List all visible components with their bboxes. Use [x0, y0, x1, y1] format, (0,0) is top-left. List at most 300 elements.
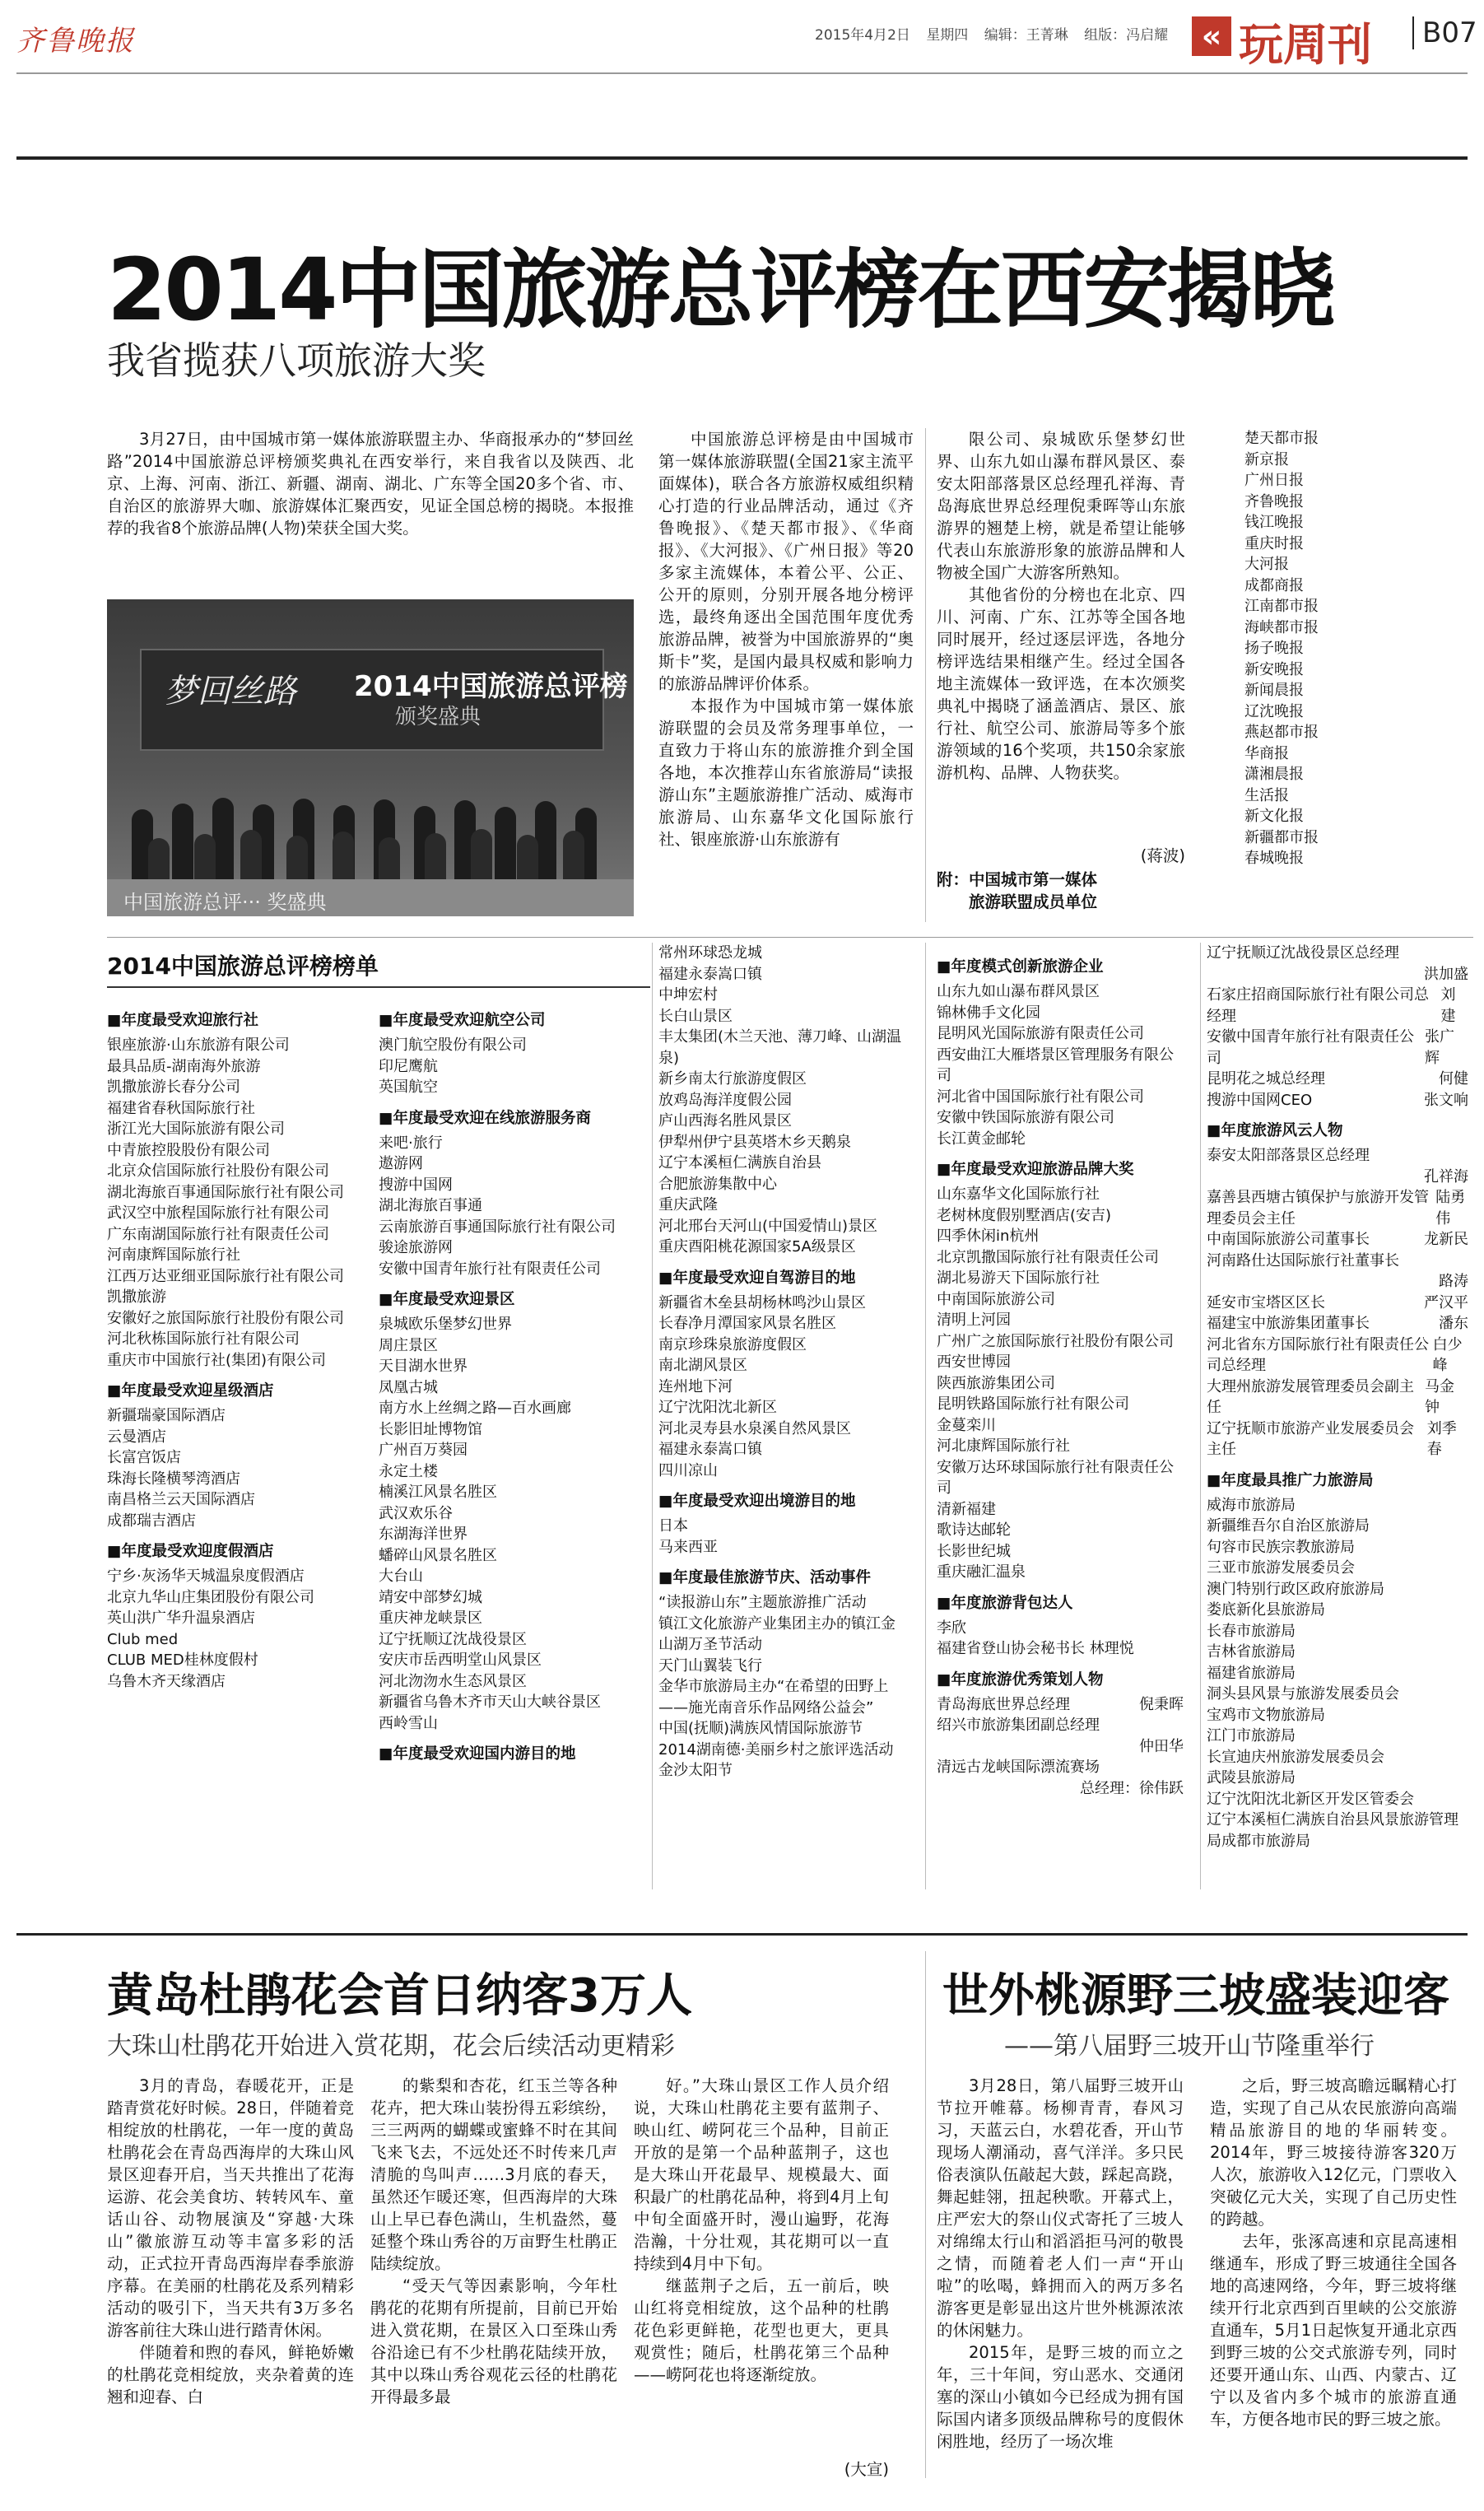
winner-item: CLUB MED桂林度假村 — [107, 1651, 258, 1669]
person-title: 安徽中国青年旅行社有限责任公司 — [1207, 1028, 1414, 1067]
winner-item: 武汉欢乐谷 — [379, 1504, 453, 1522]
category-title: ■年度最具推广力旅游局 — [1207, 1471, 1374, 1489]
winner-item: 日本 — [658, 1517, 688, 1535]
article1-column-3 — [937, 428, 1185, 784]
winner-item: 新疆维吾尔自治区旅游局 — [1207, 1517, 1370, 1535]
person-title: 石家庄招商国际旅行社有限公司总经理 — [1207, 986, 1429, 1025]
winner-person — [937, 1778, 1184, 1800]
member-newspaper: 江南都市报 — [1244, 598, 1319, 615]
ranking-column-1 — [107, 1009, 354, 1700]
award-category — [107, 1540, 354, 1692]
appendix-lines — [969, 869, 1097, 913]
person-title: 泰安太阳部落景区总经理 — [1207, 1147, 1370, 1164]
signature-text: (蒋波) — [1140, 846, 1185, 865]
issue-weekday: 星期四 — [926, 27, 969, 44]
winner-item: 永定土楼 — [379, 1462, 438, 1480]
winner-item: 遨游网 — [379, 1155, 423, 1172]
winner-item: 长影世纪城 — [937, 1542, 1011, 1560]
category-title: ■年度最受欢迎自驾游目的地 — [658, 1269, 856, 1287]
award-category — [1207, 1469, 1468, 1852]
winner-item: 浙江光大国际旅游有限公司 — [107, 1120, 285, 1138]
member-newspaper: 成都商报 — [1244, 576, 1304, 594]
article2-column-3 — [634, 2075, 889, 2386]
member-newspaper: 华商报 — [1244, 744, 1289, 762]
appendix — [937, 869, 1185, 913]
category-title: ■年度最受欢迎旅行社 — [107, 1012, 258, 1029]
winner-item: 庐山西海名胜风景区 — [658, 1112, 792, 1130]
winner-item: 成都瑞吉酒店 — [107, 1512, 196, 1530]
category-title: ■年度最受欢迎出境游目的地 — [658, 1493, 856, 1510]
issue-date: 2015年4月2日 — [815, 27, 910, 44]
winner-item: 西安曲江大雁塔景区管理服务有限公司 — [937, 1046, 1174, 1084]
body-paragraph: 3月28日，第八届野三坡开山节拉开帷幕。杨柳青青，春风习习，天蓝云白，水碧花香，开山节现场人潮涌动，喜气洋洋。多只民俗表演队伍敲起大鼓，踩起高跷，舞起蛙翎，扭起秧歌。开幕式上，庄严宏大的祭山仪式寄托了三坡人对绵绵太行山和滔滔拒马河的敬畏之情，而随着老人们一声“开山啦”的吆喝，蜂拥而入的两万多名游客更是彰显出这片世外桃源浓浓的休闲魅力。 — [937, 2076, 1184, 2340]
article1-subheadline: 我省揽获八项旅游大奖 — [107, 338, 486, 383]
person-title: 河北省东方国际旅行社有限责任公司总经理 — [1207, 1335, 1429, 1374]
article1-lead — [107, 428, 634, 539]
ranking-column-3 — [658, 943, 905, 1790]
winner-item: 中国(抚顺)满族风情国际旅游节 — [658, 1720, 863, 1737]
winner-item: 新乡南太行旅游度假区 — [658, 1070, 807, 1088]
article2-column-1 — [107, 2075, 354, 2408]
person-title: 延安市宝塔区区长 — [1207, 1293, 1325, 1311]
winner-item: 娄底新化县旅游局 — [1207, 1601, 1325, 1619]
winner-person — [1207, 1187, 1468, 1229]
winner-item: 凯撒旅游 — [107, 1288, 166, 1306]
appendix-line: 旅游联盟成员单位 — [969, 892, 1098, 911]
union-members-list — [1244, 428, 1393, 869]
winner-person — [1207, 1167, 1468, 1188]
winner-person — [1207, 964, 1468, 985]
winner-item: 江西万达亚细亚国际旅行社有限公司 — [107, 1267, 344, 1285]
winner-item: 长江黄金邮轮 — [937, 1130, 1026, 1148]
winner-item: 中坤宏村 — [658, 986, 718, 1004]
person-name: 何健 — [1439, 1070, 1468, 1088]
winner-item: 印尼鹰航 — [379, 1057, 438, 1075]
article1-column-2 — [658, 428, 914, 850]
body-paragraph: 的紫梨和杏花，红玉兰等各种花卉，把大珠山装扮得五彩缤纷，三三两两的蝴蝶或蜜蜂不时在其间飞来飞去，不远处还不时传来几声清脆的鸟叫声……3月底的春天，虽然还乍暖还寒，但西海岸的大珠山上早已春色满山，生机盎然，蔓延整个珠山秀谷的万亩野生杜鹃正陆续绽放。 — [370, 2076, 617, 2273]
winner-item: 福建永泰嵩口镇 — [658, 1441, 762, 1458]
winner-item: 中南国际旅游公司 — [937, 1290, 1055, 1308]
winner-item: 宁乡·灰汤华天城温泉度假酒店 — [107, 1568, 305, 1585]
category-title: ■年度最佳旅游节庆、活动事件 — [658, 1569, 871, 1586]
winner-item: 河南康辉国际旅行社 — [107, 1246, 240, 1264]
winner-item: 金华市旅游局主办“在希望的田野上——施光南音乐作品网络公益会” — [658, 1678, 889, 1717]
winner-item: 镇江文化旅游产业集团主办的镇江金山湖万圣节活动 — [658, 1614, 896, 1653]
winner-item: 长影旧址博物馆 — [379, 1420, 482, 1438]
member-newspaper: 楚天都市报 — [1244, 430, 1319, 447]
award-category — [379, 1106, 626, 1280]
winner-person — [1207, 1335, 1468, 1377]
winner-item: 南方水上丝绸之路—百水画廊 — [379, 1400, 571, 1417]
winner-item: 云南旅游百事通国际旅行社有限公司 — [379, 1218, 616, 1236]
winner-item: 天门山翼装飞行 — [658, 1656, 762, 1675]
article1-headline: 2014中国旅游总评榜在西安揭晓 — [107, 240, 1333, 340]
award-category — [937, 1158, 1184, 1583]
column-divider — [652, 943, 653, 1889]
winner-item: 连州地下河 — [658, 1377, 733, 1395]
winner-item: 三亚市旅游发展委员会 — [1207, 1559, 1355, 1577]
winner-item: 广州广之旅国际旅行社股份有限公司 — [937, 1332, 1174, 1350]
body-paragraph: 之后，野三坡高瞻远瞩精心打造，实现了自己从农民旅游向高端精品旅游目的地的华丽转变。2014年，野三坡接待游客320万人次，旅游收入12亿元，门票收入突破亿元大关，实现了自己历史性的跨越。 — [1210, 2076, 1457, 2229]
winner-item: 安庆市岳西明堂山风景区 — [379, 1651, 542, 1669]
winner-item: 银座旅游·山东旅游有限公司 — [107, 1037, 290, 1054]
winner-item: 清明上河园 — [937, 1311, 1011, 1329]
body-paragraph: 3月的青岛，春暖花开，正是踏青赏花好时候。28日，伴随着竞相绽放的杜鹃花，一年一度的黄岛杜鹃花会在青岛西海岸的大珠山风景区迎春开启，当天共推出了花海运游、花会美食坊、转转风车、童话山谷、动物展演及“穿越·大珠山”徽旅游互动等丰富多彩的活动，正式拉开青岛西海岸春季旅游序幕。在美丽的杜鹃花及系列精彩活动的吸引下，当天共有3万多名游客前往大珠山进行踏青休闲。 — [107, 2076, 354, 2340]
person-name: 马金钟 — [1425, 1377, 1454, 1416]
winner-person — [937, 1736, 1184, 1758]
winner-item: 大台山 — [379, 1568, 423, 1585]
winner-person — [1207, 1069, 1468, 1090]
winner-item: 句容市民族宗教旅游局 — [1207, 1538, 1355, 1556]
winner-item: 东湖海洋世界 — [379, 1526, 468, 1543]
winner-item: 长春净月潭国家风景名胜区 — [658, 1315, 836, 1332]
winner-person — [937, 1715, 1184, 1736]
person-name: 路涛 — [1439, 1273, 1468, 1290]
award-category — [107, 1379, 354, 1531]
category-title: ■年度最受欢迎国内游目的地 — [379, 1745, 576, 1763]
member-newspaper: 潇湘晨报 — [1244, 766, 1304, 783]
winner-person — [937, 1638, 1184, 1660]
winner-item: 广州百万葵园 — [379, 1442, 468, 1459]
category-title: ■年度最受欢迎旅游品牌大奖 — [937, 1161, 1134, 1178]
member-newspaper: 重庆时报 — [1244, 534, 1304, 552]
body-paragraph: “受天气等因素影响，今年杜鹃花的花期有所提前，目前已开始进入赏花期，在景区入口至珠山秀谷沿途已有不少杜鹃花陆续开放，其中以珠山秀谷观花云径的杜鹃花开得最多最 — [370, 2276, 617, 2406]
category-title: ■年度最受欢迎景区 — [379, 1291, 515, 1308]
winner-item: 靖安中部梦幻城 — [379, 1588, 482, 1606]
winner-item: 英山洪广华升温泉酒店 — [107, 1610, 255, 1627]
winner-item: 英国航空 — [379, 1078, 438, 1096]
winner-item: 河北秋栋国际旅行社有限公司 — [107, 1330, 300, 1348]
winner-person — [937, 1757, 1184, 1778]
winner-item: 中青旅控股股份有限公司 — [107, 1141, 270, 1159]
winner-person — [1207, 1293, 1468, 1314]
ranking-top-rule — [107, 937, 1473, 938]
winner-item: 威海市旅游局 — [1207, 1496, 1296, 1514]
appendix-line: 中国城市第一媒体 — [969, 870, 1098, 889]
winner-item: 昆明风光国际旅游有限责任公司 — [937, 1025, 1144, 1042]
award-ceremony-photo — [107, 599, 634, 916]
person-name: 龙新民 — [1424, 1231, 1468, 1248]
award-category — [937, 955, 1184, 1149]
article3-column-2 — [1210, 2075, 1457, 2430]
winner-item: 搜游中国网 — [379, 1176, 453, 1194]
winner-item: 天目湖水世界 — [379, 1358, 468, 1375]
person-title: 福建宝中旅游集团董事长 — [1207, 1315, 1370, 1332]
winner-item: 最具品质-湖南海外旅游 — [107, 1057, 261, 1075]
winner-person — [1207, 985, 1468, 1027]
winner-person — [1207, 943, 1468, 964]
page-number: B07 — [1412, 16, 1477, 49]
winner-item: 宝鸡市文物旅游局 — [1207, 1706, 1325, 1724]
award-category — [937, 1668, 1184, 1800]
banner-sub-text: 颁奖盛典 — [395, 705, 481, 729]
winner-item: 云曼酒店 — [107, 1428, 166, 1446]
winner-item: 河北邢台天河山(中国爱情山)景区 — [658, 1217, 878, 1235]
winner-person — [937, 1618, 1184, 1639]
award-category — [937, 1591, 1184, 1660]
winner-item: 重庆市中国旅行社(集团)有限公司 — [107, 1351, 327, 1369]
winner-item: 锦林佛手文化园 — [937, 1004, 1040, 1022]
winner-item: 金沙太阳节 — [658, 1762, 733, 1779]
person-title: 大理州旅游发展管理委员会副主任 — [1207, 1377, 1414, 1416]
chevron-left-icon: « — [1192, 16, 1231, 56]
winner-item: 辽宁本溪桓仁满族自治县 — [658, 1154, 821, 1172]
article3-subheadline: ——第八届野三坡开山节隆重举行 — [1004, 2032, 1375, 2061]
issue-meta — [815, 23, 1179, 44]
body-paragraph: 中国旅游总评榜是由中国城市第一媒体旅游联盟(全国21家主流平面媒体)，联合各方旅游权威组织精心打造的行业品牌活动，通过《齐鲁晚报》、《楚天都市报》、《华商报》、《大河报》、《广州日报》等20多家主流媒体，本着公平、公正、公开的原则，分别开展各地分榜评选，最终角逐出全国范围年度优秀旅游品牌，被誉为中国旅游界的“奥斯卡”奖，是国内最具权威和影响力的旅游品牌评价体系。 — [658, 430, 914, 693]
winner-item: 来吧·旅行 — [379, 1134, 443, 1152]
appendix-label: 附： — [937, 870, 970, 889]
member-newspaper: 齐鲁晚报 — [1244, 492, 1304, 510]
winner-item: 安徽万达环球国际旅行社有限责任公司 — [937, 1458, 1174, 1497]
member-newspaper: 辽沈晚报 — [1244, 702, 1304, 720]
winner-item: 辽宁本溪桓仁满族自治县风景旅游管理局成都市旅游局 — [1207, 1811, 1458, 1850]
body-paragraph: 2015年，是野三坡的而立之年，三十年间，穷山恶水、交通闭塞的深山小镇如今已经成为拥有国际国内诸多顶级品牌称号的度假休闲胜地，经历了一场次堆 — [937, 2343, 1184, 2451]
winner-item: 珠海长隆横琴湾酒店 — [107, 1470, 240, 1488]
award-winners-group — [123, 780, 617, 896]
category-title: ■年度旅游优秀策划人物 — [937, 1670, 1104, 1689]
winner-item: 重庆融汇温泉 — [937, 1563, 1026, 1581]
person-title: 青岛海底世界总经理 — [937, 1695, 1070, 1713]
header-rule — [16, 72, 1468, 74]
banner-title-text: 2014中国旅游总评榜 — [354, 670, 628, 703]
member-newspaper: 燕赵都市报 — [1244, 724, 1319, 741]
category-title: ■年度最受欢迎在线旅游服务商 — [379, 1109, 591, 1127]
column-divider — [925, 428, 926, 922]
person-title: 嘉善县西塘古镇保护与旅游开发管理委员会主任 — [1207, 1189, 1429, 1228]
winner-item: 澳门特别行政区政府旅游局 — [1207, 1580, 1384, 1598]
winner-item: 楠溪江风景名胜区 — [379, 1484, 497, 1501]
winner-item: 江门市旅游局 — [1207, 1727, 1296, 1745]
winner-item: 湖北易游天下国际旅行社 — [937, 1269, 1100, 1287]
winner-person — [937, 1694, 1184, 1716]
winner-item: 常州环球恐龙城 — [658, 944, 762, 962]
winner-person — [1207, 1145, 1468, 1167]
winner-item: 重庆武隆 — [658, 1196, 718, 1214]
category-title: ■年度最受欢迎星级酒店 — [107, 1382, 274, 1400]
winner-item: 伊犁州伊宁县英塔木乡天鹅泉 — [658, 1133, 851, 1151]
award-category — [658, 1489, 905, 1558]
winner-item: 长宣迪庆州旅游发展委员会 — [1207, 1748, 1384, 1766]
winner-item: 周庄景区 — [379, 1336, 438, 1354]
winner-item: 福建永泰嵩口镇 — [658, 965, 762, 983]
winner-item: 陕西旅游集团公司 — [937, 1374, 1055, 1392]
winner-item: 凤凰古城 — [379, 1378, 438, 1396]
winner-item: 西岭雪山 — [379, 1714, 438, 1732]
person-name: 倪秉晖 — [1139, 1695, 1184, 1713]
winner-item: 四季休闲in杭州 — [937, 1228, 1040, 1245]
person-name: 总经理：徐伟跃 — [1080, 1779, 1184, 1797]
person-name: 潘东 — [1439, 1315, 1468, 1332]
winner-person — [1207, 1313, 1468, 1335]
member-newspaper: 新京报 — [1244, 450, 1289, 468]
person-name: 刘建 — [1440, 986, 1456, 1025]
winner-item: 山东九如山瀑布群风景区 — [937, 983, 1100, 1000]
award-category — [658, 1566, 905, 1782]
designer-credit: 组版：冯启耀 — [1084, 27, 1169, 44]
winner-item: 合肥旅游集散中心 — [658, 1175, 777, 1193]
winner-item: 洞头县风景与旅游发展委员会 — [1207, 1685, 1399, 1703]
winner-item: 重庆酉阳桃花源国家5A级景区 — [658, 1238, 856, 1256]
winner-person — [1207, 1027, 1468, 1069]
winner-item: 放鸡岛海洋度假公园 — [658, 1091, 792, 1109]
winner-item: 武陵县旅游局 — [1207, 1769, 1296, 1787]
person-title: 昆明花之城总经理 — [1207, 1070, 1325, 1088]
category-title: ■年度最受欢迎度假酒店 — [107, 1543, 274, 1560]
lead-paragraph: 3月27日，由中国城市第一媒体旅游联盟主办、华商报承办的“梦回丝路”2014中国旅游总评榜颁奖典礼在西安举行，来自我省以及陕西、北京、上海、河南、浙江、新疆、湖南、湖北、广东等全国20多个省、市、自治区的旅游界大咖、旅游媒体汇聚西安，见证全国总榜的揭晓。本报推荐的我省8个旅游品牌(人物)荣获全国大奖。 — [107, 430, 634, 538]
winner-item: “读报游山东”主题旅游推广活动 — [658, 1594, 867, 1611]
winner-item: 北京众信国际旅行社股份有限公司 — [107, 1162, 329, 1180]
article2-signature: (大宣) — [844, 2460, 889, 2479]
winner-item: 老树林度假别墅酒店(安吉) — [937, 1206, 1112, 1224]
person-name: 刘季春 — [1426, 1419, 1457, 1458]
winner-item: 河北康辉国际旅行社 — [937, 1437, 1070, 1455]
person-name: 张文响 — [1424, 1091, 1468, 1109]
article2-column-2 — [370, 2075, 617, 2408]
newspaper-logo: 齐鲁晚报 — [16, 25, 135, 58]
body-paragraph: 好。”大珠山景区工作人员介绍说，大珠山杜鹃花主要有蓝荆子、映山红、崂阿花三个品种，目前正开放的是第一个品种蓝荆子，这也是大珠山开花最早、规模最大、面积最广的杜鹃花品种，将到4月上旬中旬全面盛开时，漫山遍野，花海浩瀚，十分壮观，其花期可以一直持续到4月中下旬。 — [634, 2076, 889, 2273]
article2-headline: 黄岛杜鹃花会首日纳客3万人 — [107, 1969, 692, 2023]
body-paragraph: 伴随着和煦的春风，鲜艳娇嫩的杜鹃花竞相绽放，夹杂着黄的连翘和迎春、白 — [107, 2343, 354, 2406]
winner-item: 辽宁沈阳沈北新区 — [658, 1399, 777, 1416]
banner-script-text: 梦回丝路 — [165, 673, 296, 710]
winner-person — [1207, 1090, 1468, 1111]
winner-item: 南北湖风景区 — [658, 1357, 747, 1374]
article3-headline: 世外桃源野三坡盛装迎客 — [942, 1969, 1449, 2023]
member-newspaper: 新安晚报 — [1244, 660, 1304, 678]
column-divider — [1200, 943, 1201, 1889]
winner-item: Club med — [107, 1630, 179, 1648]
person-title: 绍兴市旅游集团副总经理 — [937, 1717, 1100, 1734]
member-newspaper: 扬子晚报 — [1244, 640, 1304, 657]
person-title: 清远古龙峡国际漂流赛场 — [937, 1759, 1100, 1776]
winner-item: 乌鲁木齐天缘酒店 — [107, 1672, 226, 1690]
winner-item: 武汉空中旅程国际旅行社有限公司 — [107, 1204, 329, 1222]
person-title: 福建省登山协会秘书长 林理悦 — [937, 1640, 1134, 1657]
winner-item: 福建省春秋国际旅行社 — [107, 1099, 255, 1117]
winner-item: 广东南湖国际旅行社有限责任公司 — [107, 1225, 329, 1243]
category-title: ■年度最受欢迎航空公司 — [379, 1012, 546, 1029]
winner-item: 辽宁抚顺辽沈战役景区 — [379, 1630, 527, 1648]
winner-item: 北京凯撒国际旅行社有限责任公司 — [937, 1248, 1159, 1266]
winner-item: 安徽中国青年旅行社有限责任公司 — [379, 1260, 601, 1278]
award-category — [379, 1288, 626, 1734]
column-divider — [925, 943, 926, 1889]
winner-item: 昆明铁路国际旅行社有限公司 — [937, 1395, 1129, 1413]
member-newspaper: 生活报 — [1244, 786, 1289, 804]
member-newspaper: 新疆都市报 — [1244, 828, 1319, 846]
winner-item: 马来西亚 — [658, 1538, 718, 1556]
winner-item: 凯撒旅游长春分公司 — [107, 1078, 240, 1096]
award-category — [107, 1009, 354, 1371]
body-paragraph: 本报作为中国城市第一媒体旅游联盟的会员及常务理事单位，一直致力于将山东的旅游推介到全国各地，本次推荐山东省旅游局“读报游山东”主题旅游推广活动、威海市旅游局、山东嘉华文化国际旅行社、银座旅游·山东旅游有 — [658, 696, 914, 849]
award-category — [1207, 943, 1468, 1111]
person-title: 辽宁抚顺辽沈战役景区总经理 — [1207, 944, 1399, 962]
winner-item: 安徽好之旅国际旅行社股份有限公司 — [107, 1309, 344, 1327]
winner-person — [1207, 1377, 1468, 1419]
award-category — [658, 1266, 905, 1482]
member-newspaper: 新闻晨报 — [1244, 682, 1304, 699]
article3-column-1 — [937, 2075, 1184, 2453]
body-paragraph: 继蓝荆子之后，五一前后，映山红将竞相绽放，这个品种的杜鹃花色彩更鲜艳，花型也更大，更具观赏性；随后，杜鹃花第三个品种——崂阿花也将逐渐绽放。 — [634, 2276, 889, 2384]
winner-item: 北京九华山庄集团股份有限公司 — [107, 1588, 314, 1606]
ranking-title-rule — [107, 986, 650, 988]
ranking-column-4 — [937, 955, 1184, 1807]
body-paragraph: 限公司、泉城欧乐堡梦幻世界、山东九如山瀑布群风景区、泰安太阳部落景区总经理孔祥海、青岛海底世界总经理倪秉晖等山东旅游界的翘楚上榜，就是希望让能够代表山东旅游形象的旅游品牌和人物被全国广大游客所熟知。 — [937, 430, 1185, 582]
winner-item: 长春市旅游局 — [1207, 1622, 1296, 1640]
winner-item: 西安世博园 — [937, 1353, 1011, 1371]
award-category — [658, 943, 905, 1258]
ranking-column-5 — [1207, 943, 1468, 1860]
ranking-column-2 — [379, 1009, 626, 1772]
member-newspaper: 钱江晚报 — [1244, 514, 1304, 531]
winner-item: 南昌格兰云天国际酒店 — [107, 1491, 255, 1508]
section-rule — [16, 1933, 1468, 1936]
winner-person — [1207, 1229, 1468, 1251]
member-newspaper: 新文化报 — [1244, 808, 1304, 825]
person-title: 搜游中国网CEO — [1207, 1091, 1313, 1109]
category-title: ■年度模式创新旅游企业 — [937, 958, 1104, 976]
body-paragraph: 其他省份的分榜也在北京、四川、河南、广东、江苏等全国各地同时展开，经过逐层评选，各地分榜评选结果相继产生。经过全国各地主流媒体一致评选，在本次颁奖典礼中揭晓了涵盖酒店、景区、旅行社、航空公司、旅游局等多个旅游领域的16个奖项，共150余家旅游机构、品牌、人物获奖。 — [937, 585, 1185, 782]
winner-item: 歌诗达邮轮 — [937, 1521, 1011, 1539]
member-newspaper: 春城晚报 — [1244, 850, 1304, 867]
winner-item: 金蔓栾川 — [937, 1416, 996, 1434]
category-title: ■年度旅游背包达人 — [937, 1594, 1073, 1612]
winner-item: 湖北海旅百事通 — [379, 1197, 482, 1214]
winner-item: 湖北海旅百事通国际旅行社有限公司 — [107, 1183, 344, 1201]
winner-item: 新疆省乌鲁木齐市天山大峡谷景区 — [379, 1693, 601, 1711]
member-newspaper: 大河报 — [1244, 556, 1289, 573]
winner-item: 蟠碎山风景名胜区 — [379, 1546, 497, 1564]
winner-item: 福建省旅游局 — [1207, 1664, 1296, 1682]
winner-item: 河北灵寿县水泉溪自然风景区 — [658, 1419, 851, 1437]
article1-signature — [937, 845, 1185, 913]
winner-item: 新疆瑞豪国际酒店 — [107, 1407, 226, 1424]
winner-item: 长白山景区 — [658, 1007, 733, 1025]
person-name: 洪加盛 — [1424, 965, 1468, 983]
winner-item: 2014湖南德·美丽乡村之旅评选活动 — [658, 1740, 894, 1759]
person-name: 孔祥海 — [1424, 1167, 1468, 1186]
ranking-title: 2014中国旅游总评榜榜单 — [107, 953, 379, 980]
winner-item: 吉林省旅游局 — [1207, 1643, 1296, 1661]
person-name: 仲田华 — [1139, 1737, 1184, 1755]
winner-person — [1207, 1251, 1468, 1272]
winner-item: 骏途旅游网 — [379, 1239, 453, 1256]
award-category — [1207, 1119, 1468, 1460]
winner-item: 泉城欧乐堡梦幻世界 — [379, 1316, 512, 1333]
award-category — [379, 1009, 626, 1098]
member-newspaper: 广州日报 — [1244, 472, 1304, 489]
masthead-rule — [16, 156, 1468, 160]
winner-item: 四川凉山 — [658, 1461, 718, 1479]
person-title: 辽宁抚顺市旅游产业发展委员会主任 — [1207, 1419, 1414, 1458]
winner-item: 安徽中铁国际旅游有限公司 — [937, 1109, 1114, 1126]
winner-item: 南京珍珠泉旅游度假区 — [658, 1335, 807, 1353]
winner-item: 新疆省木垒县胡杨林鸣沙山景区 — [658, 1293, 866, 1311]
winner-person — [1207, 1271, 1468, 1293]
member-newspaper: 海峡都市报 — [1244, 618, 1319, 636]
body-paragraph: 去年，张涿高速和京昆高速相继通车，形成了野三坡通往全国各地的高速网络，今年，野三坡将继续开行北京西到百里峡的公交旅游直通车，5月1日起恢复开通北京西到野三坡的公交式旅游专列，同时还要开通山东、山西、内蒙古、辽宁以及省内多个城市的旅游直通车，方便各地市民的野三坡之旅。 — [1210, 2232, 1457, 2429]
person-name: 陆勇伟 — [1435, 1189, 1466, 1228]
winner-item: 河北沕沕水生态风景区 — [379, 1672, 527, 1690]
winner-item: 清新福建 — [937, 1500, 996, 1518]
person-title: 李欣 — [937, 1619, 966, 1637]
winner-item: 河北省中国国际旅行社有限公司 — [937, 1088, 1144, 1106]
floor-banner-text: 中国旅游总评··· 奖盛典 — [123, 891, 327, 914]
person-name: 白少峰 — [1432, 1335, 1463, 1374]
editor-credit: 编辑：王菁琳 — [984, 27, 1068, 44]
winner-item: 丰太集团(木兰天池、薄刀峰、山湖温泉) — [658, 1028, 902, 1067]
